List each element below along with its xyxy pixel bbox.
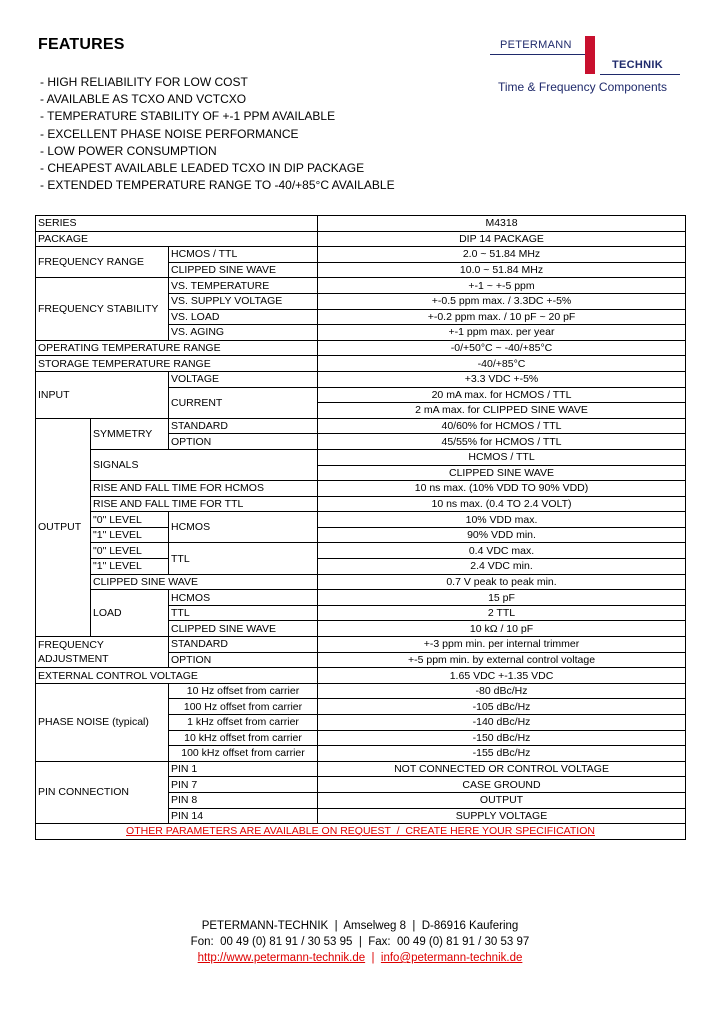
table-row [36, 481, 686, 497]
table-row [36, 371, 686, 387]
other-parameters-link[interactable]: OTHER PARAMETERS ARE AVAILABLE ON REQUEST / CREATE HERE YOUR SPECIFICATION [36, 824, 686, 840]
value-cell: NOT CONNECTED OR CONTROL VOLTAGE [318, 761, 686, 777]
value-package: DIP 14 PACKAGE [318, 231, 686, 247]
label-external-control: EXTERNAL CONTROL VOLTAGE [36, 668, 318, 684]
footer-phone: Fon: 00 49 (0) 81 91 / 30 53 95 | Fax: 00 49 (0) 81 91 / 30 53 97 [190, 936, 530, 948]
table-row [36, 574, 686, 590]
value-cell: 2 TTL [318, 605, 686, 621]
table-row [36, 449, 686, 465]
sub-label: VOLTAGE [169, 371, 318, 387]
table-row [36, 496, 686, 512]
value-cell: +-5 ppm min. by external control voltage [318, 652, 686, 668]
sub-label: "0" LEVEL [91, 512, 169, 528]
sub-label: "0" LEVEL [91, 543, 169, 559]
label-storage-temp: STORAGE TEMPERATURE RANGE [36, 356, 318, 372]
value-cell: 2.4 VDC min. [318, 559, 686, 575]
feature-item: - LOW POWER CONSUMPTION [40, 143, 217, 158]
footer [0, 918, 720, 966]
sub-label: 10 kHz offset from carrier [169, 730, 318, 746]
value-cell: -140 dBc/Hz [318, 715, 686, 731]
value-cell: 10% VDD max. [318, 512, 686, 528]
feature-item: - EXCELLENT PHASE NOISE PERFORMANCE [40, 126, 299, 141]
specification-table [35, 215, 686, 840]
value-cell: 90% VDD min. [318, 527, 686, 543]
label-input: INPUT [36, 371, 169, 418]
value-cell: +-1 ~ +-5 ppm [318, 278, 686, 294]
sub-label: TTL [169, 605, 318, 621]
sub-label: CLIPPED SINE WAVE [91, 574, 318, 590]
logo-rule [600, 74, 680, 75]
sub-label: HCMOS / TTL [169, 247, 318, 263]
value-cell: -80 dBc/Hz [318, 683, 686, 699]
table-row [36, 512, 686, 528]
logo-red-bar [585, 36, 595, 74]
value-cell: +3.3 VDC +-5% [318, 371, 686, 387]
value-cell: 2.0 ~ 51.84 MHz [318, 247, 686, 263]
sub-label: PIN 1 [169, 761, 318, 777]
value-cell: 10 ns max. (10% VDD TO 90% VDD) [318, 481, 686, 497]
value-cell: 15 pF [318, 590, 686, 606]
sub-label: HCMOS [169, 590, 318, 606]
sub-label: STANDARD [169, 637, 318, 653]
label-phase-noise: PHASE NOISE (typical) [36, 683, 169, 761]
sub-label: 100 Hz offset from carrier [169, 699, 318, 715]
feature-item: - CHEAPEST AVAILABLE LEADED TCXO IN DIP PACKAGE [40, 161, 365, 176]
features-list [40, 74, 395, 194]
footer-address: PETERMANN-TECHNIK | Amselweg 8 | D-86916 Kaufering [201, 920, 519, 932]
table-row [36, 559, 686, 575]
sub-label: RISE AND FALL TIME FOR HCMOS [91, 481, 318, 497]
label-frequency-adjustment: FREQUENCY ADJUSTMENT [36, 637, 169, 668]
sub-label: CURRENT [169, 387, 318, 418]
label-package: PACKAGE [36, 231, 318, 247]
sub-label: PIN 7 [169, 777, 318, 793]
value-cell: CASE GROUND [318, 777, 686, 793]
table-row [36, 418, 686, 434]
label-output: OUTPUT [36, 418, 91, 636]
value-cell: 2 mA max. for CLIPPED SINE WAVE [318, 403, 686, 419]
sub-label: "1" LEVEL [91, 559, 169, 575]
value-cell: 10 ns max. (0.4 TO 2.4 VOLT) [318, 496, 686, 512]
feature-item: - EXTENDED TEMPERATURE RANGE TO -40/+85°C AVAILABLE [40, 178, 395, 193]
table-row [36, 543, 686, 559]
value-cell: 10.0 ~ 51.84 MHz [318, 262, 686, 278]
page-title: FEATURES [38, 36, 125, 53]
sub-label: "1" LEVEL [91, 527, 169, 543]
sub-label: PIN 14 [169, 808, 318, 824]
website-link[interactable]: http://www.petermann-technik.de [197, 952, 366, 964]
company-logo [490, 36, 690, 96]
label-pin-connection: PIN CONNECTION [36, 761, 169, 823]
sub-label: SYMMETRY [91, 418, 169, 449]
label-frequency-range: FREQUENCY RANGE [36, 247, 169, 278]
value-cell: -40/+85°C [318, 356, 686, 372]
value-cell: 10 kΩ / 10 pF [318, 621, 686, 637]
value-cell: 20 mA max. for HCMOS / TTL [318, 387, 686, 403]
value-series: M4318 [318, 216, 686, 232]
value-cell: 40/60% for HCMOS / TTL [318, 418, 686, 434]
value-cell: -150 dBc/Hz [318, 730, 686, 746]
value-cell: +-3 ppm min. per internal trimmer [318, 637, 686, 653]
value-cell: SUPPLY VOLTAGE [318, 808, 686, 824]
value-cell: 0.7 V peak to peak min. [318, 574, 686, 590]
sub-label: OPTION [169, 652, 318, 668]
value-cell: HCMOS / TTL [318, 449, 686, 465]
footer-separator: | [365, 952, 381, 964]
sub-label: RISE AND FALL TIME FOR TTL [91, 496, 318, 512]
email-link[interactable]: info@petermann-technik.de [380, 952, 523, 964]
table-row [36, 637, 686, 653]
value-cell: -0/+50°C ~ -40/+85°C [318, 340, 686, 356]
table-row [36, 278, 686, 294]
sub-label: 10 Hz offset from carrier [169, 683, 318, 699]
label-operating-temp: OPERATING TEMPERATURE RANGE [36, 340, 318, 356]
sub-label: HCMOS [169, 512, 318, 543]
logo-name-top: PETERMANN [500, 39, 572, 51]
sub-label: VS. LOAD [169, 309, 318, 325]
feature-item: - AVAILABLE AS TCXO AND VCTCXO [40, 92, 247, 107]
sub-label: VS. AGING [169, 325, 318, 341]
table-row [36, 527, 686, 543]
value-cell: OUTPUT [318, 792, 686, 808]
table-row [36, 668, 686, 684]
logo-tagline: Time & Frequency Components [498, 80, 667, 94]
table-row [36, 216, 686, 232]
sub-label: STANDARD [169, 418, 318, 434]
sub-label: VS. SUPPLY VOLTAGE [169, 293, 318, 309]
value-cell: +-0.5 ppm max. / 3.3DC +-5% [318, 293, 686, 309]
feature-item: - TEMPERATURE STABILITY OF +-1 PPM AVAILABLE [40, 109, 336, 124]
table-row [36, 247, 686, 263]
table-row [36, 231, 686, 247]
table-row [36, 761, 686, 777]
value-cell: 45/55% for HCMOS / TTL [318, 434, 686, 450]
value-cell: -155 dBc/Hz [318, 746, 686, 762]
sub-label: OPTION [169, 434, 318, 450]
table-row [36, 356, 686, 372]
sub-label: 100 kHz offset from carrier [169, 746, 318, 762]
sub-label: VS. TEMPERATURE [169, 278, 318, 294]
sub-label: CLIPPED SINE WAVE [169, 621, 318, 637]
value-cell: -105 dBc/Hz [318, 699, 686, 715]
value-cell: 0.4 VDC max. [318, 543, 686, 559]
value-cell: +-1 ppm max. per year [318, 325, 686, 341]
sub-label: 1 kHz offset from carrier [169, 715, 318, 731]
footer-links [0, 950, 720, 966]
value-cell: CLIPPED SINE WAVE [318, 465, 686, 481]
value-cell: +-0.2 ppm max. / 10 pF ~ 20 pF [318, 309, 686, 325]
sub-label: LOAD [91, 590, 169, 637]
sub-label: SIGNALS [91, 449, 318, 480]
value-cell: 1.65 VDC +-1.35 VDC [318, 668, 686, 684]
logo-name-bottom: TECHNIK [612, 59, 663, 71]
table-row [36, 824, 686, 840]
sub-label: PIN 8 [169, 792, 318, 808]
label-series: SERIES [36, 216, 318, 232]
table-row [36, 340, 686, 356]
sub-label: CLIPPED SINE WAVE [169, 262, 318, 278]
sub-label: TTL [169, 543, 318, 574]
table-row [36, 683, 686, 699]
table-row [36, 590, 686, 606]
feature-item: - HIGH RELIABILITY FOR LOW COST [40, 75, 248, 89]
label-frequency-stability: FREQUENCY STABILITY [36, 278, 169, 340]
logo-rule [490, 54, 585, 55]
